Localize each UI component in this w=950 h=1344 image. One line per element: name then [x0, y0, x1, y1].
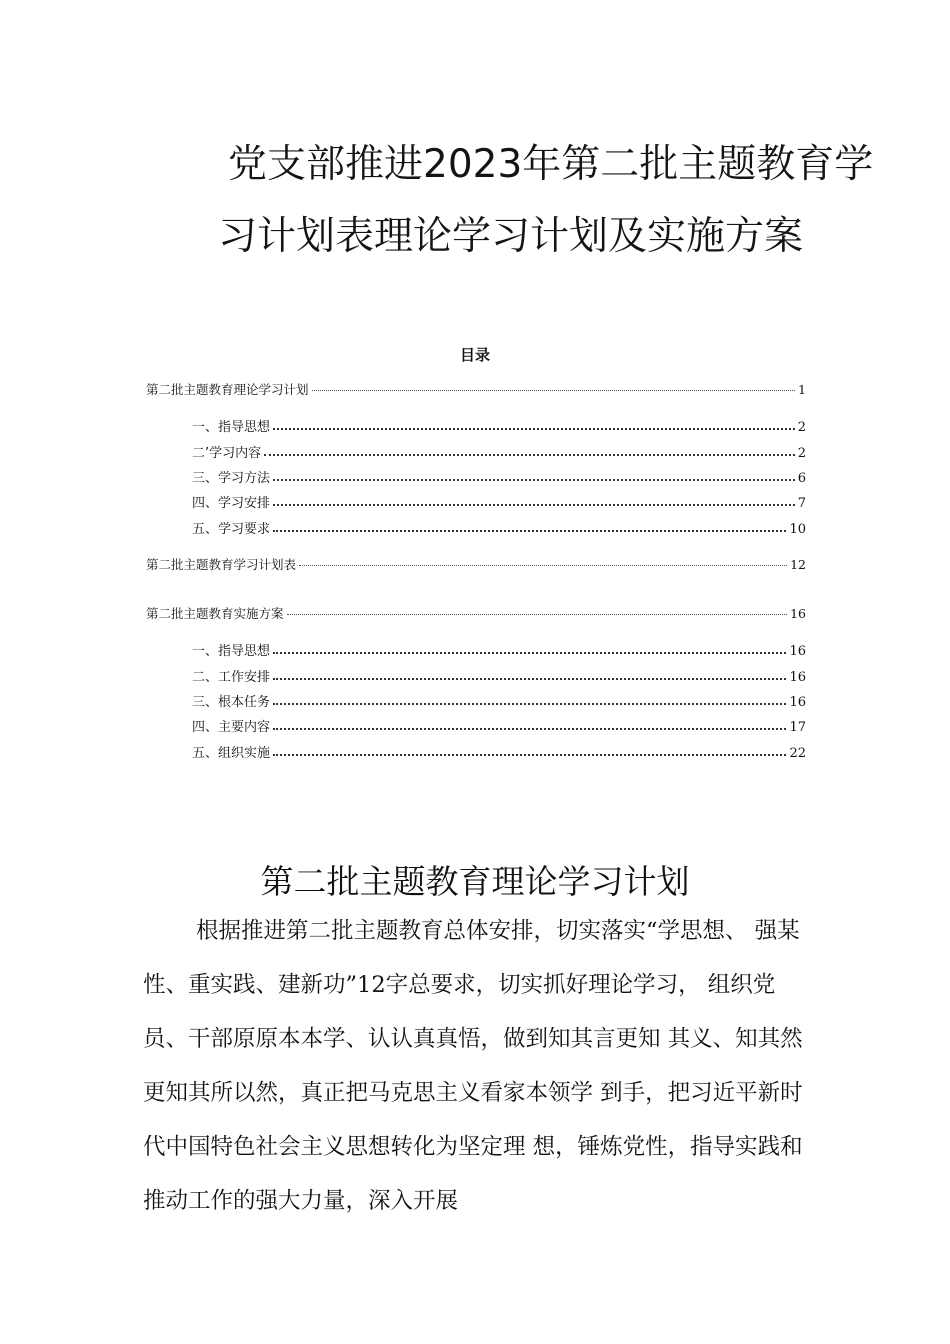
toc-entry-label: 五、组织实施: [192, 746, 271, 761]
toc-entry-page: 16: [790, 606, 806, 621]
toc-entry-page: 22: [789, 746, 806, 761]
toc-entry[interactable]: [192, 467, 806, 486]
toc-leader: [273, 728, 786, 730]
toc-leader: [299, 565, 787, 566]
toc-entry[interactable]: [192, 666, 806, 685]
toc-leader: [273, 678, 786, 680]
toc-entry[interactable]: [192, 640, 806, 659]
toc-leader: [273, 479, 795, 481]
toc-entry-label: 五、学习要求: [192, 522, 271, 537]
toc-entry[interactable]: [192, 442, 806, 461]
body-line: 根据推进第二批主题教育总体安排，切实落实“学思想、 强某: [196, 918, 800, 944]
body-line: 性、重实践、建新功”12字总要求，切实抓好理论学习， 组织党: [143, 972, 776, 998]
toc-leader: [273, 703, 786, 705]
toc-entry-page: 10: [789, 522, 806, 537]
toc-leader: [287, 614, 788, 615]
toc-entry-label: 第二批主题教育实施方案: [146, 606, 284, 621]
toc-entry[interactable]: [146, 380, 806, 398]
toc-entry[interactable]: [192, 742, 806, 761]
toc-entry-label: 三、学习方法: [192, 471, 271, 486]
toc-leader: [264, 454, 795, 456]
toc-entry[interactable]: [192, 716, 806, 735]
toc-entry-label: 一、指导思想: [192, 644, 271, 659]
body-line: 推动工作的强大力量，深入开展: [143, 1188, 459, 1214]
toc-entry[interactable]: [192, 492, 806, 511]
section-heading: 第二批主题教育理论学习计划: [260, 862, 690, 901]
toc-entry-label: 二、工作安排: [192, 670, 271, 685]
toc-entry-page: 2: [797, 420, 806, 435]
toc-entry-page: 2: [797, 446, 806, 461]
toc-entry[interactable]: [192, 416, 806, 435]
toc-entry[interactable]: [146, 604, 806, 622]
toc-entry[interactable]: [192, 518, 806, 537]
toc-leader: [312, 390, 796, 391]
toc-leader: [273, 504, 795, 506]
body-line: 代中国特色社会主义思想转化为坚定理 想，锤炼党性，指导实践和: [143, 1134, 803, 1160]
body-paragraph: [143, 904, 823, 1228]
toc-entry-page: 17: [789, 720, 806, 735]
toc-entry-label: 二’学习内容: [192, 446, 262, 461]
toc-leader: [273, 530, 786, 532]
toc-entry-page: 1: [798, 382, 806, 397]
toc-entry-page: 16: [789, 644, 806, 659]
toc-leader: [273, 652, 786, 654]
document-title-line-1: 党支部推进2023年第二批主题教育学: [228, 142, 874, 187]
toc-entry-label: 第二批主题教育理论学习计划: [146, 382, 309, 397]
toc-entry[interactable]: [146, 555, 806, 573]
toc-entry-page: 6: [797, 471, 806, 486]
body-line: 更知其所以然，真正把马克思主义看家本领学 到手，把习近平新时: [143, 1080, 803, 1106]
toc-entry-label: 四、主要内容: [192, 720, 271, 735]
toc-entry-page: 12: [790, 557, 806, 572]
body-line: 员、干部原原本本学、认认真真悟，做到知其言更知 其义、知其然: [143, 1026, 803, 1052]
toc-entry-label: 四、学习安排: [192, 496, 271, 511]
document-title-line-2: 习计划表理论学习计划及实施方案: [218, 214, 804, 259]
toc-leader: [273, 754, 786, 756]
toc-entry-page: 16: [789, 670, 806, 685]
toc-entry-label: 第二批主题教育学习计划表: [146, 557, 297, 572]
toc-entry-page: 7: [797, 496, 806, 511]
toc-leader: [273, 428, 795, 430]
toc-heading: 目录: [459, 346, 490, 364]
toc-entry-label: 三、根本任务: [192, 695, 271, 710]
toc-entry[interactable]: [192, 691, 806, 710]
toc-entry-label: 一、指导思想: [192, 420, 271, 435]
toc-entry-page: 16: [789, 695, 806, 710]
